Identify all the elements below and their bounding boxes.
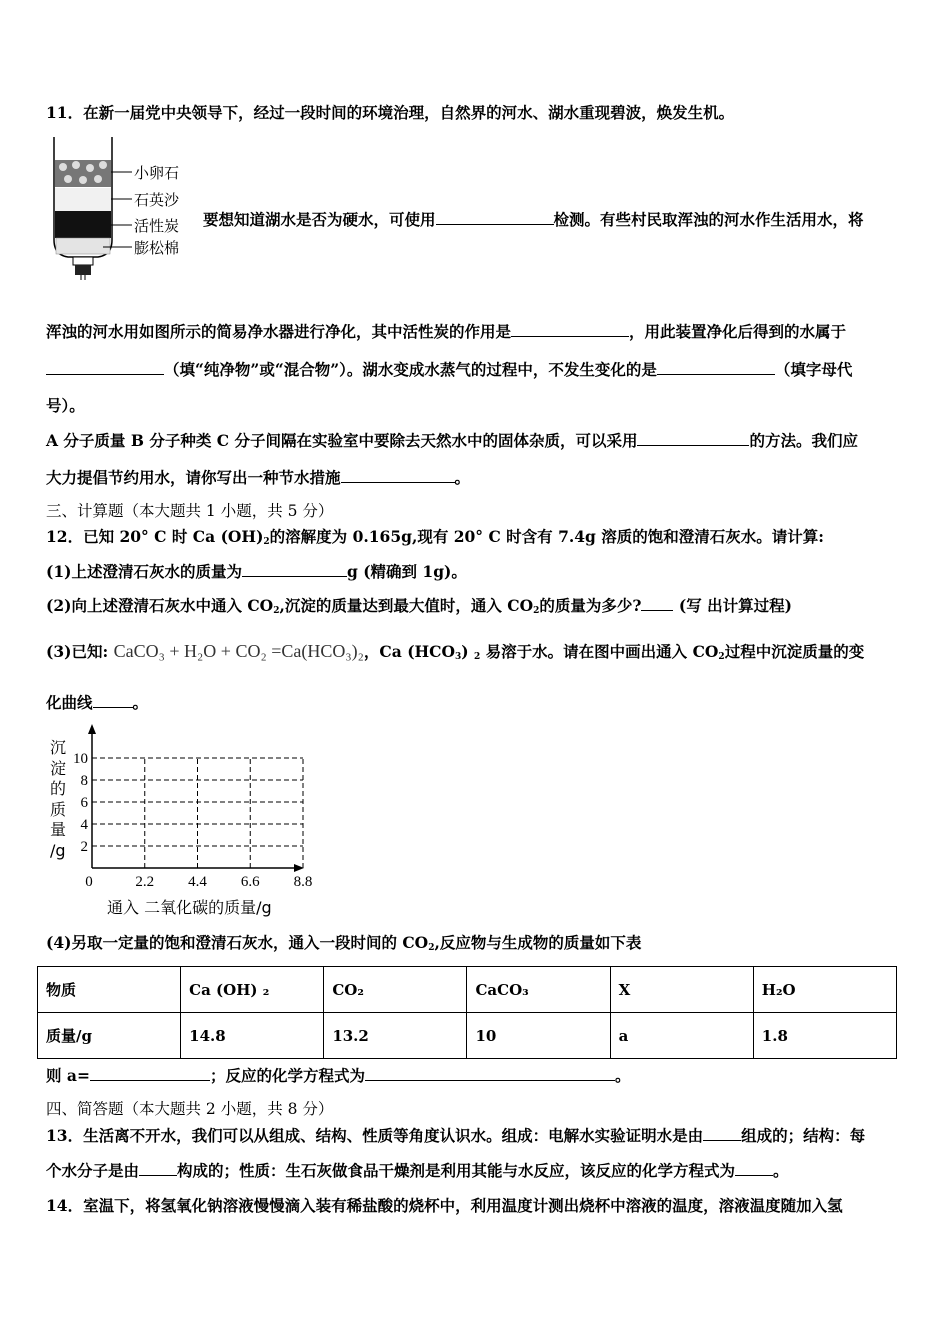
q12-part3-cont: 化曲线 。 bbox=[46, 693, 149, 712]
y-label-char: 量 bbox=[50, 820, 67, 839]
x-axis-label: 通入 二氧化碳的质量/g bbox=[107, 898, 272, 917]
carbon-layer bbox=[55, 211, 111, 238]
section-4-heading: 四、简答题（本大题共 2 小题，共 8 分） bbox=[46, 1100, 334, 1118]
table-cell: 1.8 bbox=[753, 1013, 896, 1059]
y-label-char: 沉 bbox=[50, 738, 67, 757]
answer-blank[interactable] bbox=[90, 1065, 210, 1081]
q13-line1: 13．生活离不开水，我们可以从组成、结构、性质等角度认识水。组成：电解水实验证明水是由 组成的；结构：每 bbox=[46, 1126, 866, 1145]
table-cell: X bbox=[610, 967, 753, 1013]
answer-blank[interactable] bbox=[46, 359, 164, 375]
table-header-row bbox=[38, 967, 897, 1013]
answer-blank[interactable] bbox=[93, 692, 133, 708]
q11-line6: 大力提倡节约用水，请你写出一种节水措施 。 bbox=[46, 468, 471, 487]
y-tick-label: 10 bbox=[73, 751, 88, 767]
table-cell: 14.8 bbox=[181, 1013, 324, 1059]
table-cell: a bbox=[610, 1013, 753, 1059]
y-label-char: /g bbox=[50, 840, 66, 860]
table-row bbox=[38, 1013, 897, 1059]
y-axis-label bbox=[50, 738, 70, 861]
q12-line1: 12．已知 20° C 时 Ca $(OH)_2$的溶解度为 0.165g,现有 20° C 时含有 7.4g 溶质的饱和澄清石灰水。请计算: bbox=[46, 527, 825, 547]
mass-table bbox=[37, 966, 897, 1059]
q11-line2: 浑浊的河水用如图所示的简易净水器进行净化，其中活性炭的作用是 ，用此装置净化后得到的水属于 bbox=[46, 322, 847, 341]
table-cell: 10 bbox=[467, 1013, 610, 1059]
label-quartz-sand: 石英沙 bbox=[134, 191, 180, 209]
y-tick-label: 2 bbox=[80, 839, 88, 855]
y-label-char: 的 bbox=[50, 779, 67, 798]
answer-blank[interactable] bbox=[139, 1160, 177, 1176]
precipitate-graph[interactable] bbox=[40, 720, 340, 920]
water-filter-figure bbox=[48, 135, 208, 280]
y-tick-label: 6 bbox=[80, 795, 88, 811]
q14-line1: 14．室温下，将氢氧化钠溶液慢慢滴入装有稀盐酸的烧杯中，利用温度计测出烧杯中溶液的温度，溶液温度随加入氢 bbox=[46, 1196, 843, 1215]
answer-blank[interactable] bbox=[735, 1160, 773, 1176]
q13-line2: 个水分子是由 构成的；性质：生石灰做食品干燥剂是利用其能与水反应，该反应的化学方程式为 。 bbox=[46, 1161, 789, 1180]
q12-part4: (4)另取一定量的饱和澄清石灰水，通入一段时间的 $CO_2$,反应物与生成物的质量如下表 bbox=[46, 933, 642, 953]
answer-blank[interactable] bbox=[341, 467, 455, 483]
y-tick-label: 4 bbox=[80, 817, 88, 833]
q11-title: 11．在新一届党中央领导下，经过一段时间的环境治理，自然界的河水、湖水重现碧波，焕发生机。 bbox=[46, 103, 735, 122]
label-pebbles: 小卵石 bbox=[134, 164, 180, 182]
q12-part2: (2)向上述澄清石灰水中通入 $CO_2$,沉淀的质量达到最大值时，通入 $CO_2$的质量为多少? (写 出计算过程) bbox=[46, 596, 792, 616]
label-cotton: 膨松棉 bbox=[134, 239, 180, 257]
y-tick-label: 8 bbox=[80, 773, 88, 789]
q11-line3: （填“纯净物”或“混合物”）。湖水变成水蒸气的过程中，不发生变化的是 （填字母代 bbox=[46, 359, 852, 380]
x-tick-label: 2.2 bbox=[135, 874, 155, 890]
q12-part3: (3)已知: CaCO₃ + H₂O + CO₂ =Ca(HCO₃)₂，Ca $(HCO_3)$ $_2$ 易溶于水。请在图中画出通入 $CO_2$过程中沉淀质量的变 bbox=[46, 641, 865, 662]
chemical-equation: CaCO₃ + H₂O + CO₂ =Ca(HCO₃)₂ bbox=[113, 641, 364, 661]
x-tick-label: 4.4 bbox=[188, 874, 207, 890]
table-cell: 13.2 bbox=[324, 1013, 467, 1059]
table-cell: 质量/g bbox=[38, 1013, 181, 1059]
answer-blank[interactable] bbox=[703, 1125, 741, 1141]
label-activated-carbon: 活性炭 bbox=[134, 217, 180, 235]
y-axis-arrow bbox=[88, 724, 96, 734]
q12-part4-answer: 则 a= ；反应的化学方程式为 。 bbox=[46, 1066, 631, 1085]
answer-blank[interactable] bbox=[637, 430, 749, 446]
table-cell: H₂O bbox=[753, 967, 896, 1013]
answer-blank[interactable] bbox=[365, 1065, 615, 1081]
x-tick-label: 8.8 bbox=[293, 874, 313, 890]
x-tick-label: 6.6 bbox=[240, 874, 260, 890]
q11-line4: 号）。 bbox=[46, 396, 85, 415]
table-cell: CO₂ bbox=[324, 967, 467, 1013]
q11-line1: 要想知道湖水是否为硬水，可使用 检测。有些村民取浑浊的河水作生活用水，将 bbox=[203, 210, 864, 229]
q11-line5: A 分子质量 B 分子种类 C 分子间隔在实验室中要除去天然水中的固体杂质，可以采用 的方法。我们应 bbox=[46, 431, 858, 450]
table-cell: CaCO₃ bbox=[467, 967, 610, 1013]
sand-layer bbox=[55, 188, 111, 211]
answer-blank[interactable] bbox=[242, 561, 347, 577]
origin-label: 0 bbox=[85, 874, 93, 890]
section-3-heading: 三、计算题（本大题共 1 小题，共 5 分） bbox=[46, 502, 334, 520]
answer-blank[interactable] bbox=[641, 595, 673, 611]
answer-blank[interactable] bbox=[511, 321, 629, 337]
q12-part1: (1)上述澄清石灰水的质量为 g (精确到 1g)。 bbox=[46, 562, 467, 581]
answer-blank[interactable] bbox=[436, 209, 554, 225]
y-label-char: 质 bbox=[50, 799, 67, 819]
table-cell: 物质 bbox=[38, 967, 181, 1013]
cotton-layer bbox=[56, 238, 110, 254]
y-label-char: 淀 bbox=[50, 758, 67, 778]
table-cell: Ca (OH) ₂ bbox=[181, 967, 324, 1013]
answer-blank[interactable] bbox=[657, 359, 775, 375]
